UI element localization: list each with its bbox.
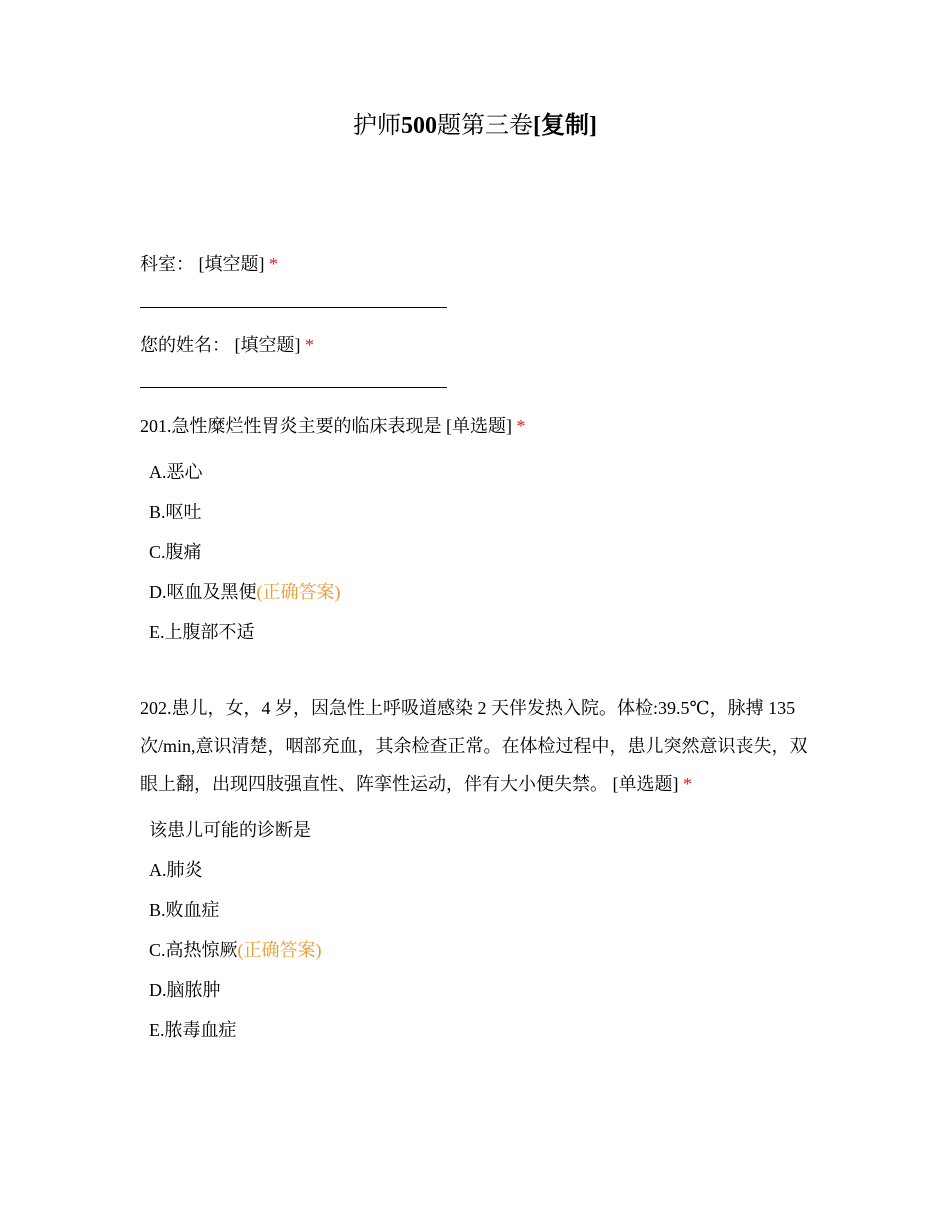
department-input[interactable] [140, 307, 447, 308]
option-text: B.败血症 [149, 900, 220, 920]
option-text: C.腹痛 [149, 542, 202, 562]
option-text: A.肺炎 [149, 860, 203, 880]
correct-answer-note: (正确答案) [237, 940, 322, 960]
sub-question-text: 该患儿可能的诊断是 [149, 820, 311, 840]
field-department-label [140, 252, 278, 276]
option-text: B.呕吐 [149, 502, 202, 522]
correct-answer-note: (正确答案) [256, 582, 341, 602]
option-text: D.脑脓肿 [149, 980, 221, 1000]
question-stem-text: 202.患儿，女，4 岁，因急性上呼吸道感染 2 天伴发热入院。体检:39.5℃，脉搏 135 次/min,意识清楚，咽部充血，其余检查正常。在体检过程中，患儿突然意识丧失，双眼上翻，出现四肢强直性、阵挛性运动，伴有大小便失禁。 [140, 698, 808, 794]
page-title [0, 110, 950, 142]
title-middle: 题第三卷 [437, 113, 533, 139]
question-type-tag: [填空题] [234, 335, 301, 355]
question-stem-text: 201.急性糜烂性胃炎主要的临床表现是 [140, 416, 442, 436]
question-201-option-d[interactable] [149, 580, 341, 604]
question-202-option-d[interactable] [149, 978, 221, 1002]
question-201-option-b[interactable] [149, 500, 202, 524]
title-suffix: [复制] [533, 113, 597, 139]
question-202-option-a[interactable] [149, 858, 203, 882]
field-label: 您的姓名： [140, 335, 230, 355]
question-202-stem [140, 689, 820, 803]
option-text: D.呕血及黑便 [149, 582, 257, 602]
title-number: 500 [401, 113, 437, 139]
required-mark: * [305, 335, 314, 355]
required-mark: * [269, 254, 278, 274]
name-input[interactable] [140, 387, 447, 388]
question-201-option-a[interactable] [149, 460, 203, 484]
question-201-option-e[interactable] [149, 620, 255, 644]
question-202-option-b[interactable] [149, 898, 220, 922]
question-201-option-c[interactable] [149, 540, 202, 564]
question-202-sub-question [149, 818, 311, 842]
field-name-label [140, 333, 314, 357]
question-type-tag: [单选题] [612, 774, 679, 794]
field-label: 科室： [140, 254, 194, 274]
option-text: E.上腹部不适 [149, 622, 255, 642]
question-type-tag: [填空题] [198, 254, 265, 274]
question-202-option-e[interactable] [149, 1018, 237, 1042]
question-201-stem [140, 414, 526, 438]
title-prefix: 护师 [353, 113, 401, 139]
question-202-option-c[interactable] [149, 938, 322, 962]
option-text: C.高热惊厥 [149, 940, 238, 960]
required-mark: * [683, 774, 692, 794]
question-type-tag: [单选题] [446, 416, 512, 436]
option-text: A.恶心 [149, 462, 203, 482]
required-mark: * [516, 416, 526, 436]
option-text: E.脓毒血症 [149, 1020, 237, 1040]
